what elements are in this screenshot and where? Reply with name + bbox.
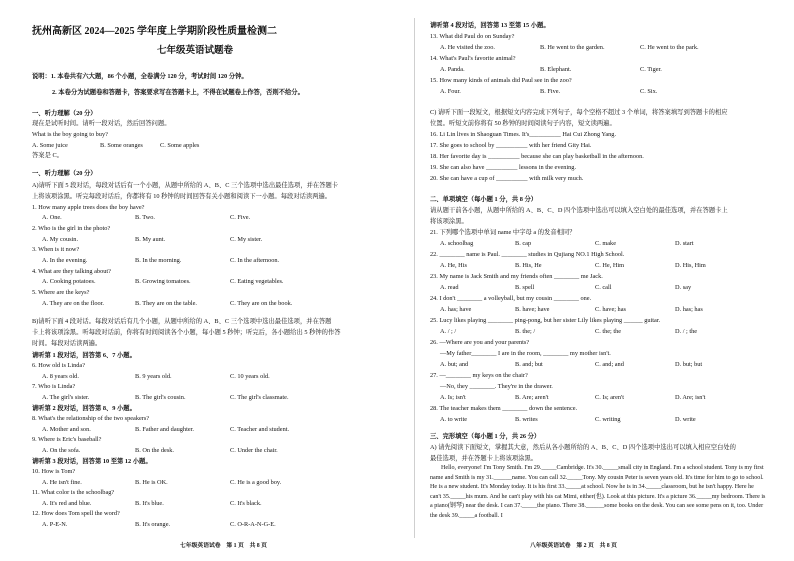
section-2-line-1: 请从题干前各小题，从题中所给的 A、B、C、D 四个选项中选出可以填入空白处的最佳选项，并在答题卡上 — [430, 207, 728, 214]
part-c-line-2: 位置。听短文前你将有 50 秒钟的时间阅读句子内容，短文读两遍。 — [430, 120, 616, 127]
dialog-2-header: 请听第 2 段对话，回答第 8、9 小题。 — [32, 405, 136, 412]
q3-option-c: C. In the afternoon. — [230, 257, 280, 264]
question-27-line-2: —No, they ________. They're in the drawer. — [440, 383, 553, 390]
question-14: 14. What's Paul's favorite animal? — [430, 55, 516, 62]
fill-in-18: 18. Her favorite day is __________ because she can play basketball in the afternoon. — [430, 153, 644, 160]
part-b-line-2: 卡上将该项涂黑。听每段对话前，你将有时间阅读各个小题，每小题 5 秒钟；听完后，各小题给出 5 秒钟的作答 — [32, 329, 341, 336]
question-21: 21. 下列哪个选项中单词 name 中字母 a 的发音相同？ — [430, 229, 576, 236]
note-1: 说明：1. 本卷共有六大题，86 个小题，全卷满分 120 分，考试时间 120 分钟。 — [32, 73, 248, 80]
fill-in-17: 17. She goes to school by __________ with her friend Gity Hai. — [430, 142, 592, 149]
q25-option-c: C. the; the — [595, 328, 622, 335]
q7-option-a: A. The girl's sister. — [42, 394, 90, 401]
q26-option-b: B. and; but — [515, 361, 543, 368]
q28-option-c: C. writing — [595, 416, 621, 423]
q2-option-a: A. My cousin. — [42, 236, 79, 243]
q26-option-a: A. but; and — [440, 361, 469, 368]
question-7: 7. Who is Linda? — [32, 383, 76, 390]
q9-option-c: C. Under the chair. — [230, 447, 278, 454]
question-8: 8. What's the relationship of the two speakers? — [32, 415, 150, 422]
q1-option-a: A. One. — [42, 214, 62, 221]
q6-option-c: C. 10 years old. — [230, 373, 270, 380]
q10-option-c: C. He is a good boy. — [230, 479, 282, 486]
q13-option-b: B. He went to the garden. — [540, 44, 605, 51]
cloze-passage: Hello, everyone! I'm Tony Smith. I'm 29._____Cambridge. It's 30._____small city in England. I'm a school student. Tony is my first name and Smith is my 31.______name. You can call 32._____Tony. My cousin Peter is seven years old. It's time for him to go to school. He is a new student. It's Monday today. It is his first 33._____at school. Now he is in 34._____classroom, but he isn't happy. Here he can't 35._____his mum. And he can't play with his cat Mimi, either(也). Look at this picture. It's a picture 36._____my bedroom. There is a piano(钢琴) near the desk. I can 37._____the piano. There 38.______some books on the desk. You can see some pens on it, too. Under the desk 39._____a football. I — [430, 465, 766, 519]
sample-option-a: A. Some juice — [32, 142, 68, 149]
column-divider — [414, 18, 415, 538]
question-13: 13. What did Paul do on Sunday? — [430, 33, 515, 40]
dialog-3-header: 请听第 3 段对话，回答第 10 至第 12 小题。 — [32, 458, 152, 465]
q24-option-a: A. has; have — [440, 306, 472, 313]
q28-option-b: B. writes — [515, 416, 538, 423]
question-10: 10. How is Tom? — [32, 468, 76, 475]
q27-option-b: B. Are; aren't — [515, 394, 549, 401]
fill-in-19: 19. She can also have __________ lessons in the evening. — [430, 164, 577, 171]
q22-option-d: D. His, Him — [675, 262, 706, 269]
left-column — [30, 0, 400, 561]
sample-intro: 现在是试听时间。请听一段对话，然后回答问题。 — [32, 120, 171, 127]
q2-option-b: B. My aunt. — [135, 236, 166, 243]
q25-option-d: D. / ; the — [675, 328, 698, 335]
question-9: 9. Where is Eric's baseball? — [32, 436, 102, 443]
question-22: 22. ________ name is Paul. ________ studies in Qujiang NO.1 High School. — [430, 251, 625, 258]
q23-option-a: A. read — [440, 284, 459, 291]
sample-option-b: B. Some oranges — [100, 142, 143, 149]
q24-option-c: C. have; has — [595, 306, 626, 313]
q14-option-b: B. Elephant. — [540, 66, 572, 73]
q1-option-c: C. Five. — [230, 214, 251, 221]
q12-option-b: B. It's orange. — [135, 521, 171, 528]
q15-option-a: A. Four. — [440, 88, 461, 95]
q27-option-a: A. Is; isn't — [440, 394, 466, 401]
q1-option-b: B. Two. — [135, 214, 155, 221]
question-26-line-2: —My father________ I are in the room, ________ my mother isn't. — [440, 350, 611, 357]
q9-option-a: A. On the sofa. — [42, 447, 81, 454]
exam-title: 抚州高新区 2024—2025 学年度上学期阶段性质量检测二 — [32, 26, 277, 37]
q28-option-a: A. to write — [440, 416, 468, 423]
question-26: 26. —Where are you and your parents? — [430, 339, 530, 346]
q13-option-a: A. He visited the zoo. — [440, 44, 495, 51]
question-24: 24. I don't ________ a volleyball, but my cousin ________ one. — [430, 295, 592, 302]
q24-option-b: B. have; have — [515, 306, 550, 313]
page-footer-right: 八年级英语试卷 第 2 页 共 8 页 — [530, 543, 617, 549]
q21-option-d: D. start — [675, 240, 694, 247]
sample-question: What is the boy going to buy? — [32, 131, 108, 138]
q22-option-a: A. He, His — [440, 262, 467, 269]
q3-option-b: B. In the morning. — [135, 257, 182, 264]
q11-option-b: B. It's blue. — [135, 500, 164, 507]
q22-option-b: B. His, He — [515, 262, 542, 269]
q6-option-a: A. 8 years old. — [42, 373, 79, 380]
q21-option-c: C. make — [595, 240, 616, 247]
fill-in-20: 20. She can have a cup of __________ with milk very much. — [430, 175, 584, 182]
q27-option-d: D. Are; isn't — [675, 394, 706, 401]
question-6: 6. How old is Linda? — [32, 362, 85, 369]
question-15: 15. How many kinds of animals did Paul see in the zoo? — [430, 77, 572, 84]
q5-option-b: B. They are on the table. — [135, 300, 197, 307]
question-11: 11. What color is the schoolbag? — [32, 489, 115, 496]
part-a-line-2: 上将该项涂黑。听完每段对话后，你都将有 10 秒钟的时间回答有关小题和阅读下一小题。每段对话读两遍。 — [32, 193, 332, 200]
q15-option-c: C. Six. — [640, 88, 658, 95]
part-b-line-3: 时间。每段对话读两遍。 — [32, 340, 102, 347]
q23-option-d: D. say — [675, 284, 692, 291]
q4-option-b: B. Growing tomatoes. — [135, 278, 191, 285]
q25-option-b: B. the; / — [515, 328, 536, 335]
q14-option-c: C. Tiger. — [640, 66, 662, 73]
q6-option-b: B. 9 years old. — [135, 373, 172, 380]
q7-option-b: B. The girl's cousin. — [135, 394, 186, 401]
question-4: 4. What are they talking about? — [32, 268, 111, 275]
q10-option-b: B. He is OK. — [135, 479, 168, 486]
part-c-line-1: C) 请听下面一段短文，根据短文内容完成下列句子，每个空格不超过 3 个单词，将答案填写到答题卡的相应 — [430, 109, 728, 116]
exam-subtitle: 七年级英语试题卷 — [157, 46, 234, 56]
q24-option-d: D. has; has — [675, 306, 703, 313]
q22-option-c: C. He, Him — [595, 262, 625, 269]
q14-option-a: A. Panda. — [440, 66, 465, 73]
section-3-title: 三、完形填空（每小题 1 分，共 26 分） — [430, 433, 541, 440]
q25-option-a: A. / ; / — [440, 328, 457, 335]
page-footer-left: 七年级英语试卷 第 1 页 共 8 页 — [180, 543, 267, 549]
q13-option-c: C. He went to the park. — [640, 44, 699, 51]
q5-option-c: C. They are on the book. — [230, 300, 293, 307]
q23-option-b: B. spell — [515, 284, 535, 291]
q27-option-c: C. Is; aren't — [595, 394, 624, 401]
question-5: 5. Where are the keys? — [32, 289, 90, 296]
q4-option-c: C. Eating vegetables. — [230, 278, 284, 285]
question-23: 23. My name is Jack Smith and my friends often ________ me Jack. — [430, 273, 603, 280]
q8-option-a: A. Mother and son. — [42, 426, 91, 433]
q23-option-c: C. call — [595, 284, 612, 291]
right-column — [430, 0, 768, 561]
q28-option-d: D. write — [675, 416, 696, 423]
q11-option-a: A. It's red and blue. — [42, 500, 92, 507]
q21-option-b: B. cap — [515, 240, 532, 247]
q26-option-c: C. and; and — [595, 361, 624, 368]
section-2-title: 一、听力理解（20 分） — [32, 170, 97, 177]
section-2-line-2: 将该项涂黑。 — [430, 218, 468, 225]
sample-answer: 答案是 C。 — [32, 152, 63, 159]
q4-option-a: A. Cooking potatoes. — [42, 278, 96, 285]
q11-option-c: C. It's black. — [230, 500, 262, 507]
part-b-line-1: B)请听下面 4 段对话。每段对话后有几个小题，从题中所给的 A、B、C 三个选项中选出最佳选项，并在答题 — [32, 318, 332, 325]
q12-option-a: A. P-E-N. — [42, 521, 68, 528]
question-12: 12. How does Tom spell the word? — [32, 510, 120, 517]
dialog-1-header: 请听第 1 段对话，回答第 6、7 小题。 — [32, 352, 136, 359]
section-3-line-1: A) 请先阅读下面短文，掌握其大意，然后从各小题所给的 A、B、C、D 四个选项中选出可以填入相应空白处的 — [430, 444, 736, 451]
section-3-line-2: 最佳选项，并在答题卡上将该项涂黑。 — [430, 455, 538, 462]
question-2: 2. Who is the girl in the photo? — [32, 225, 111, 232]
question-28: 28. The teacher makes them ________ down the sentence. — [430, 405, 578, 412]
part-a-line-1: A)请听下面 5 段对话，每段对话后有一个小题，从题中所给的 A、B、C 三个选项中选出最佳选项，并在答题卡 — [32, 182, 339, 189]
q3-option-a: A. In the evening. — [42, 257, 88, 264]
question-3: 3. When is it now? — [32, 246, 80, 253]
q26-option-d: D. but; but — [675, 361, 703, 368]
q9-option-b: B. On the desk. — [135, 447, 175, 454]
sample-option-c: C. Some apples — [160, 142, 200, 149]
dialog-4-header: 请听第 4 段对话，回答第 13 至第 15 小题。 — [430, 22, 550, 29]
q7-option-c: C. The girl's classmate. — [230, 394, 289, 401]
q8-option-c: C. Teacher and student. — [230, 426, 290, 433]
q8-option-b: B. Father and daughter. — [135, 426, 194, 433]
question-25: 25. Lucy likes playing ________ ping-pong, but her sister Lily likes playing ______ guitar. — [430, 317, 661, 324]
q10-option-a: A. He isn't fine. — [42, 479, 82, 486]
q5-option-a: A. They are on the floor. — [42, 300, 104, 307]
question-27: 27. —________ my keys on the chair? — [430, 372, 528, 379]
section-1-title: 一、听力理解（20 分） — [32, 110, 97, 117]
section-2-mc-title: 二、单项填空（每小题 1 分，共 8 分） — [430, 196, 538, 203]
question-1: 1. How many apple trees does the boy have? — [32, 204, 145, 211]
fill-in-16: 16. Li Lin lives in Shaoguan Times. It's__________ Hai Cui Zhong Yang. — [430, 131, 617, 138]
q2-option-c: C. My sister. — [230, 236, 263, 243]
q12-option-c: C. O-R-A-N-G-E. — [230, 521, 276, 528]
q21-option-a: A. schoolbag — [440, 240, 474, 247]
note-2: 2. 本卷分为试题卷和答题卡，答案要求写在答题卡上，不得在试题卷上作答，否则不给分。 — [52, 89, 304, 96]
q15-option-b: B. Five. — [540, 88, 561, 95]
